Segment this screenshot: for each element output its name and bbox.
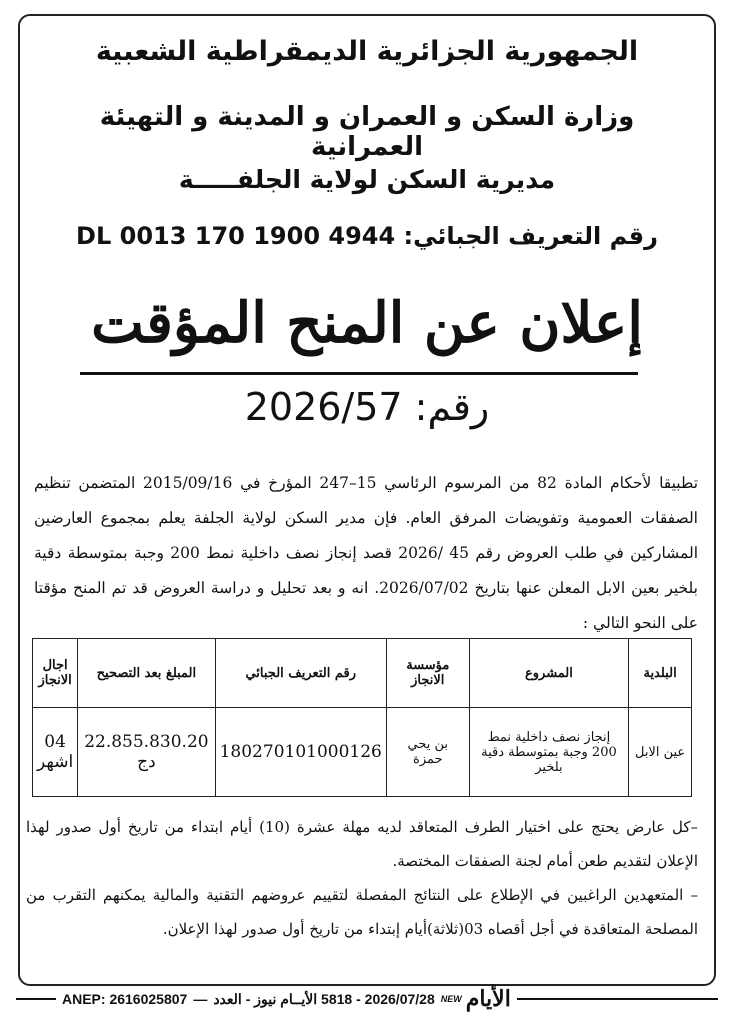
tax-id-line xyxy=(40,222,694,250)
logo-mark: الأيام xyxy=(465,986,511,1012)
note-results: – المتعهدين الراغبين في الإطلاع على النتائج المفصلة لتقييم عروضهم التقنية والمالية يمكنهم التقرب من المصلحة المتعاقدة في أجل أقصاه 03(ثلاثة)أيام إبتداء من تاريخ أول صدور لهذا الإعلان. xyxy=(26,886,698,938)
award-table xyxy=(32,638,692,797)
footer-bar xyxy=(10,986,724,1012)
footer-separator: — xyxy=(193,991,208,1007)
newspaper-logo xyxy=(441,986,511,1012)
note-appeal: –كل عارض يحتج على اختيار الطرف المتعاقد لديه مهلة عشرة (10) أيام ابتداء من تاريخ أول صدور لهذا الإعلان لتقديم طعن أمام لجنة الصفقات المختصة. xyxy=(26,818,699,870)
header-municipality: البلدية xyxy=(629,639,692,708)
reference-number: رقم: 2026/57 xyxy=(244,385,490,429)
title-underline xyxy=(80,372,638,375)
tax-id-number: DL 0013 170 1900 4944 xyxy=(76,222,396,250)
cell-duration: 04 اشهر xyxy=(33,708,78,797)
table-header-row xyxy=(33,639,692,708)
body-paragraph: تطبيقا لأحكام المادة 82 من المرسوم الرئاسي 15–247 المؤرخ في 2015/09/16 المتضمن تنظيم الصفقات العمومية وتفويضات المرفق العام. فإن مدير السكن لولاية الجلفة يعلم بمجموع العارضين المشاركين في طلب العروض رقم 45 /2026 قصد إنجاز نصف داخلية نمط 200 وجبة بمتوسطة دقية بلخير بعين الابل المعلن عنها بتاريخ 2026/07/02. انه و بعد تحليل و دراسة العروض قد تم المنح مؤقتا على النحو التالي : xyxy=(34,474,699,632)
cell-amount: 22.855.830.20 دج xyxy=(78,708,215,797)
header-duration: اجال الانجاز xyxy=(33,639,78,708)
footer-rule-right xyxy=(517,998,718,1000)
cell-tax-id: 180270101000126 xyxy=(215,708,386,797)
header-contractor: مؤسسة الانجاز xyxy=(386,639,469,708)
notice-title: إعلان عن المنح المؤقت xyxy=(91,290,643,356)
cell-municipality: عين الابل xyxy=(629,708,692,797)
header-directorate: مديرية السكن لولاية الجلفـــــة xyxy=(178,165,556,194)
table-row xyxy=(33,708,692,797)
cell-contractor: بن يحي حمزة xyxy=(386,708,469,797)
header-project: المشروع xyxy=(469,639,628,708)
header-tax-id: رقم التعريف الجبائي xyxy=(215,639,386,708)
header-amount: المبلغ بعد التصحيح xyxy=(78,639,215,708)
cell-project: إنجاز نصف داخلية نمط 200 وجبة بمتوسطة دقية بلخير xyxy=(469,708,628,797)
notes-section xyxy=(26,810,698,946)
header-ministry: وزارة السكن و العمران و المدينة و التهيئة العمرانية xyxy=(99,102,635,162)
header-republic: الجمهورية الجزائرية الديمقراطية الشعبية xyxy=(95,36,639,67)
footer-issue: 2026/07/28 - 5818 الأيــام نيوز - العدد xyxy=(213,990,435,1007)
footer-anep: ANEP: 2616025807 xyxy=(62,991,188,1007)
logo-new-tag: NEW xyxy=(440,994,462,1004)
footer-rule-left xyxy=(16,998,56,1000)
tax-id-label: رقم التعريف الجبائي: xyxy=(403,222,658,250)
